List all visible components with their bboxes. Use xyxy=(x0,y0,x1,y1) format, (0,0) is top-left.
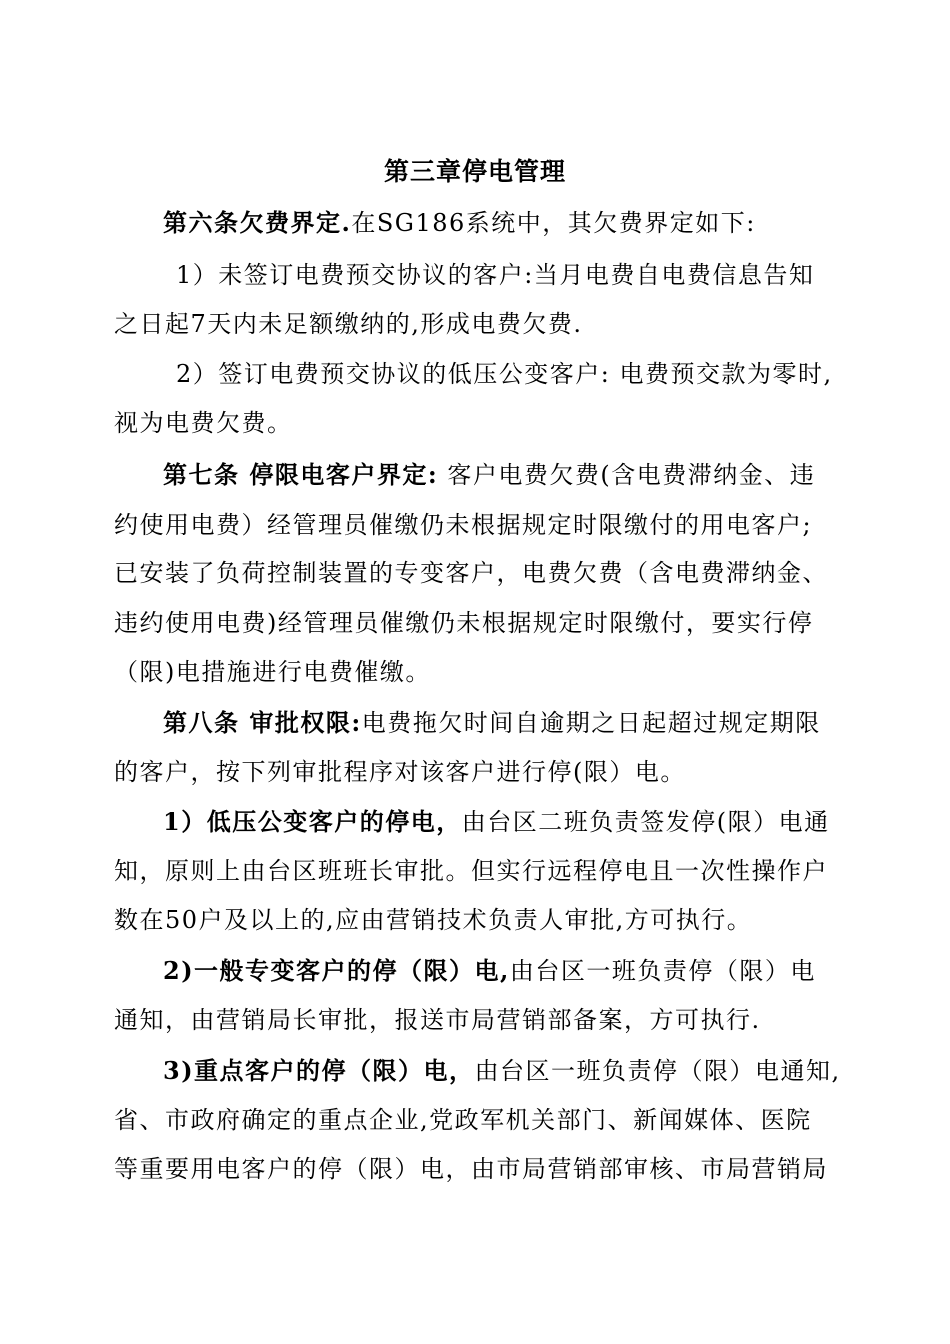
chapter-title: 第三章停电管理 xyxy=(383,157,566,186)
article-8-item-1-text: 由台区二班负责签发停(限）电通 xyxy=(461,808,830,836)
article-8-item-3-line-3: 等重要用电客户的停（限）电，由市局营销部审核、市局营销局 xyxy=(114,1155,828,1183)
article-7-line-5: （限)电措施进行电费催缴。 xyxy=(114,658,431,686)
article-7-line-1 xyxy=(163,455,815,495)
article-8-item-1-title: 1）低压公变客户的停电， xyxy=(163,807,462,836)
article-6-heading: 第六条欠费界定. xyxy=(163,208,352,237)
article-8-line-1 xyxy=(163,703,821,743)
article-8-item-3-line-2: 省、市政府确定的重点企业,党政军机关部门、新闻媒体、医院 xyxy=(114,1106,812,1134)
article-8-item-1-line-3: 数在50户及以上的,应由营销技术负责人审批,方可执行。 xyxy=(114,906,753,934)
article-6-item-2-line-1: 2）签订电费预交协议的低压公变客户: 电费预交款为零时, xyxy=(176,360,833,388)
article-6-item-1-line-1: 1）未签订电费预交协议的客户:当月电费自电费信息告知 xyxy=(176,261,815,289)
article-7-line-1-text: 客户电费欠费(含电费滞纳金、违 xyxy=(438,461,816,489)
article-8-item-1-line-2: 知，原则上由台区班班长审批。但实行远程停电且一次性操作户 xyxy=(114,857,828,885)
article-8-item-1-line-1 xyxy=(163,802,830,842)
article-8-item-3-text: 由台区一班负责停（限）电通知, xyxy=(474,1057,841,1085)
article-7-line-2: 约使用电费）经管理员催缴仍未根据规定时限缴付的用电客户; xyxy=(114,511,813,539)
article-8-line-1-text: 电费拖欠时间自逾期之日起超过规定期限 xyxy=(361,709,821,737)
article-7-line-3: 已安装了负荷控制装置的专变客户，电费欠费（含电费滞纳金、 xyxy=(114,559,828,587)
article-8-item-2-title: 2)一般专变客户的停（限）电, xyxy=(163,956,510,985)
article-7-line-4: 违约使用电费)经管理员催缴仍未根据规定时限缴付，要实行停 xyxy=(114,609,814,637)
article-8-line-2: 的客户，按下列审批程序对该客户进行停(限）电。 xyxy=(114,758,686,786)
article-8-heading: 第八条 审批权限: xyxy=(163,708,362,737)
article-8-item-2-line-2: 通知，由营销局长审批，报送市局营销部备案，方可执行. xyxy=(114,1006,761,1034)
article-8-item-3-line-1 xyxy=(163,1051,841,1091)
article-6-intro: 在SG186系统中，其欠费界定如下: xyxy=(351,209,756,237)
article-7-heading: 第七条 停限电客户界定: xyxy=(163,460,439,489)
article-8-item-2-line-1 xyxy=(163,951,816,991)
article-6-item-2-line-2: 视为电费欠费。 xyxy=(114,409,293,437)
article-8-item-3-title: 3)重点客户的停（限）电， xyxy=(163,1056,475,1085)
article-6-heading-line xyxy=(163,203,756,243)
article-8-item-2-text: 由台区一班负责停（限）电 xyxy=(509,957,816,985)
article-6-item-1-line-2: 之日起7天内未足额缴纳的,形成电费欠费. xyxy=(114,310,583,338)
